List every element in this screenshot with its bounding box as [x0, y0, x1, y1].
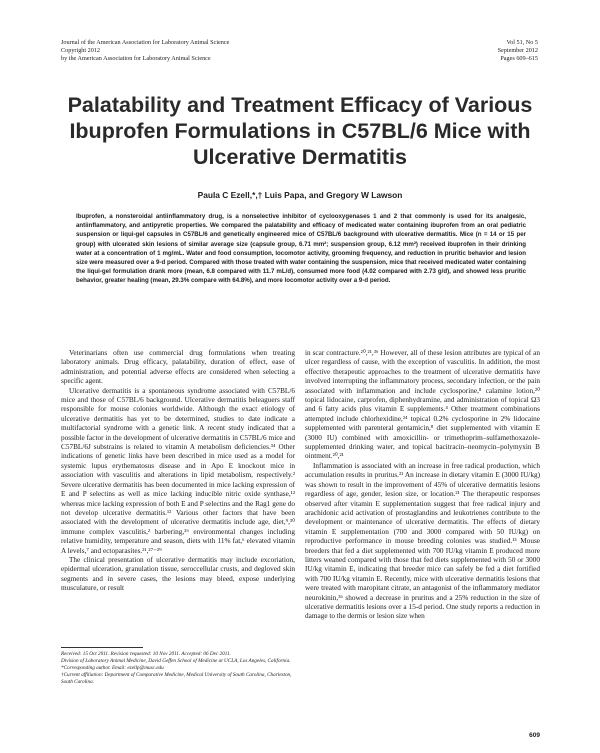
- title-line: Palatability and Treatment Efficacy of Various: [67, 93, 533, 117]
- affiliation: Division of Laboratory Animal Medicine, David Geffen School of Medicine at UCLA, Los Angeles, California.: [61, 657, 291, 664]
- journal-header: [61, 39, 229, 63]
- body-column-right: [305, 349, 540, 622]
- title-line: Ibuprofen Formulations in C57BL/6 Mice with: [69, 119, 531, 143]
- copyright-holder: by the American Association for Laboratory Animal Science: [61, 55, 211, 62]
- authors: Paula C Ezell,*,† Luis Papa, and Gregory W Lawson: [197, 190, 403, 200]
- corresponding-author: *Corresponding author. Email: ezellp@musc.edu: [61, 664, 164, 671]
- page-range: Pages 609–615: [500, 55, 538, 62]
- footnote-divider: [61, 647, 143, 648]
- paragraph: Inflammation is associated with an increase in free radical production, which accumulation results in pruritus.²¹ An increase in dietary vitamin E (3000 IU/kg) was shown to result in the improvement of 45% of ulcerative dermatitis lesions regardless of age, gender, lesion size, or location.²¹ The therapeutic responses observed after vitamin E supplementation suggest that free radical injury and arachidonic acid activation of prostaglandins and leukotrienes contribute to the development or maintenance of ulcerative dermatitis. The effects of dietary vitamin E supplementation (700 and 3000 compared with 50 IU/kg) on reproductive performance in mouse breeding colonies was studied.¹³ Mouse breeders that fed a diet supplemented with 700 IU/kg vitamin E produced more litters weaned compared with those that fed diets supplemented with 50 or 3000 IU/kg vitamin E, indicating that breeder mice can safely be fed a diet fortified with 700 IU/kg vitamin E. Recently, mice with ulcerative dermatitis lesions that were treated with maropitant citrate, an antagonist of the inflammatory mediator neurokinin,³⁶ showed a decrease in pruritus and a 25% reduction in the size of ulcerative dermatitis lesions over a 15-d period. One study reports a reduction in damage to the dermis or lesion size when: [305, 461, 540, 621]
- paragraph: in scar contracture.²⁰,²¹,³⁶ However, all of these lesion attributes are typical of an ulcer regardless of cause, with the exception of vasculitis. In addition, the most effective therapeutic approaches to the treatment of ulcerative dermatitis have involved interrupting the inflammatory process, secondary infection, or the pain associated with inflammation and include cyclosporine,⁸ calamine lotion,²⁰ topical lidocaine, carprofen, diphenhydramine, and administration of topical Ω3 and 6 fatty acids plus vitamin E supplements.⁴ Other treatment combinations attempted include chlorhexidine,²⁴ topical 0.2% cyclosporine in 2% lidocaine supplemented with parenteral gentamicin,⁸ diet supplemented with vitamin E (3000 IU) combined with amoxicillin- or trimethoprim–sulfamethoxazole-supplemented drinking water, and topical bacitracin–neomycin–polymyxin B ointment.²⁰,²¹: [305, 349, 540, 461]
- issue-date: September 2012: [497, 47, 538, 54]
- paragraph: Veterinarians often use commercial drug formulations when treating laboratory animals. Drug efficacy, palatability, duration of effect, ease of administration, and potential adverse effects are considered when selecting a specific agent.: [61, 349, 295, 386]
- page-number: 609: [529, 732, 540, 739]
- journal-name: Journal of the American Association for Laboratory Animal Science: [61, 39, 230, 46]
- abstract: Ibuprofen, a nonsteroidal antiinflammatory drug, is a nonselective inhibitor of cyclooxygenases 1 and 2 that commonly is used for its analgesic, antiinflammatory, and antipyretic properties. We compared the palatability and efficacy of medicated water containing ibuprofen from an oral pediatric suspension or liqui-gel capsules in C57BL/6 and genetically engineered mice of C57BL/6 background with ulcerative dermatitis. Mice (n = 14 or 15 per group) with ulcerated skin lesions of similar average size (capsule group, 6.71 mm²; suspension group, 6.12 mm²) received ibuprofen in their drinking water at a concentration of 1 mg/mL. Water and food consumption, locomotor activity, grooming frequency, and reduction in pruritic behavior and lesion size were measured over a 9-d period. Compared with those treated with water containing the suspension, mice that received medicated water containing the liqui-gel formulation drank more (mean, 6.8 compared with 11.7 mL/d), consumed more food (4.02 compared with 2.73 g/d), and showed less pruritic behavior, greater healing (mean, 29.3% compare with 64.8%), and more locomotor activity over a 9-d period.: [76, 213, 526, 285]
- current-affiliation: †Current affiliation: Department of Comparative Medicine, Medical University of South Carolina, Charleston, South Carolina.: [61, 671, 292, 685]
- paragraph: The clinical presentation of ulcerative dermatitis may include excoriation, epidermal ulceration, granulation tissue, seroccellular crusts, and degloved skin segments and in severe cases, the lesions may bleed, expose underlying musculature, or result: [61, 555, 295, 593]
- issue-info: [498, 39, 538, 63]
- article-title: [60, 92, 540, 170]
- body-column-left: [61, 349, 295, 594]
- copyright: Copyright 2012: [61, 47, 101, 54]
- received-dates: Received: 15 Oct 2011. Revision requested: 10 Nov 2011. Accepted: 06 Dec 2011.: [61, 651, 231, 657]
- title-line: Ulcerative Dermatitis: [193, 145, 407, 169]
- footnotes: [61, 651, 293, 686]
- paragraph: Ulcerative dermatitis is a spontaneous syndrome associated with C57BL/6 mice and those of C57BL/6 background. Ulcerative dermatitis beleaguers staff responsible for mouse colonies worldwide. Although the exact etiology of ulcerative dermatitis has yet to be determined, studies to date indicate a multifactorial syndrome with a genetic link. A recent study indicated that a possible factor in the development of ulcerative dermatitis in C57BL/6 mice and C57BL/6J substrains is related to vitamin A metabolism deficiencies.³⁴ Other indications of genetic links have been described in mice used as a model for systemic lupus erythematosus disease and in Apo E knockout mice in association with vasculitis and alterations in lipid metabolism, respectively.² Severe ulcerative dermatitis has been documented in mice lacking expression of E and P selectins as well as mice lacking inducible nitric oxide synthase,¹² whereas mice lacking expression of both E and P selectins and the Rag1 gene do not develop ulcerative dermatitis.¹² Various other factors that have been associated with the development of ulcerative dermatitis include age, diet,⁹,³⁰ immune complex vasculitis,² barbering,²⁶ environmental changes including relative humidity, temperature and season, diets with 11% fat,⁶ elevated vitamin A levels,⁷ and ectoparasites.²¹,²⁷⁻²⁹: [61, 386, 295, 555]
- volume: Vol 51, No 5: [506, 39, 538, 46]
